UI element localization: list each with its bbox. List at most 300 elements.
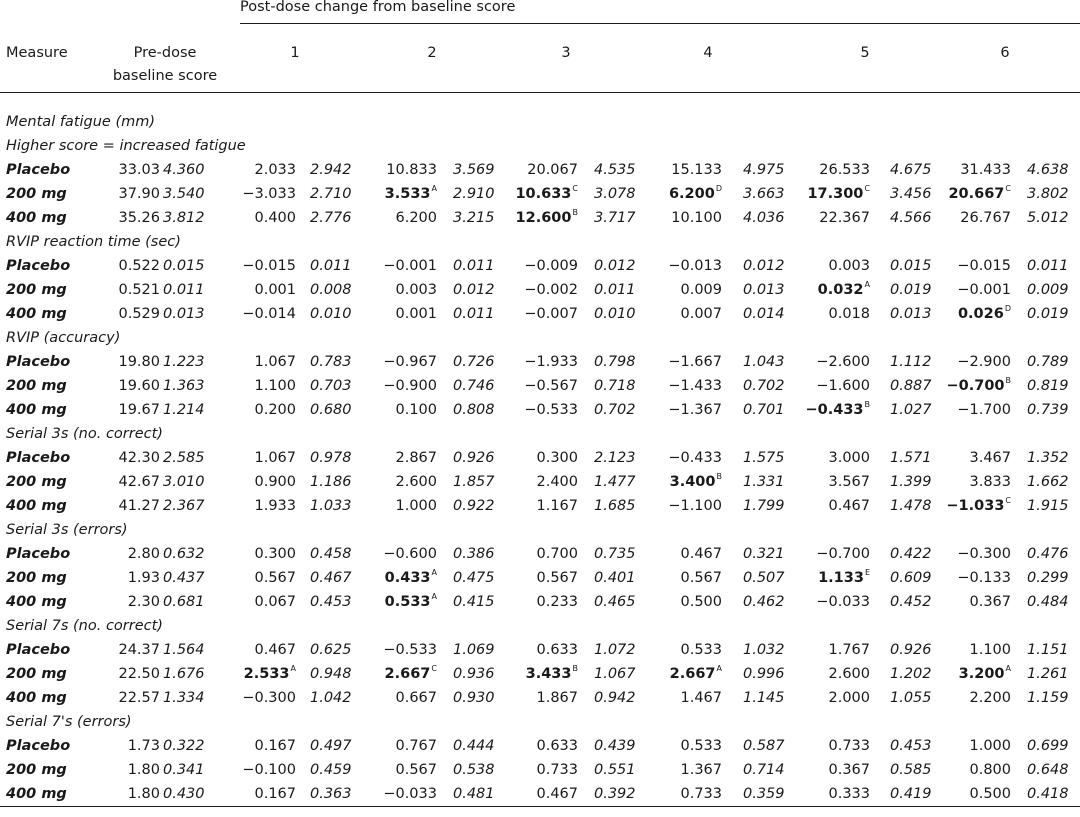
- change-mean: [969, 739, 1011, 754]
- row-label: 400 mg: [6, 402, 67, 418]
- change-se: 0.019: [890, 282, 932, 298]
- change-mean: [828, 787, 870, 802]
- measure-heading: Measure: [6, 45, 68, 61]
- change-se: 3.663: [743, 186, 785, 202]
- change-se: 0.497: [310, 738, 352, 754]
- change-mean-value: −0.133: [957, 570, 1011, 586]
- change-mean-value: 0.467: [828, 498, 870, 514]
- change-se: 0.702: [594, 402, 636, 418]
- change-mean-value: −1.667: [668, 354, 722, 370]
- change-mean-value: −1.700: [957, 402, 1011, 418]
- change-se: 0.012: [594, 258, 636, 274]
- change-se: 1.067: [594, 666, 636, 682]
- change-mean-value: 0.633: [536, 738, 578, 754]
- baseline-mean: 0.521: [118, 282, 160, 298]
- change-mean-value: 0.001: [254, 282, 296, 298]
- change-se: 0.746: [453, 378, 495, 394]
- change-mean: [254, 787, 296, 802]
- baseline-se: 0.430: [163, 786, 205, 802]
- change-mean-value: 6.200: [395, 210, 437, 226]
- section-title: Serial 7's (errors): [6, 714, 132, 730]
- change-se: 0.476: [1027, 546, 1069, 562]
- change-se: 0.415: [453, 594, 495, 610]
- change-mean: [386, 163, 437, 178]
- change-mean: [524, 307, 578, 322]
- change-mean: [828, 691, 870, 706]
- change-mean: [536, 643, 578, 658]
- change-se: 1.027: [890, 402, 932, 418]
- row-label: 400 mg: [6, 690, 67, 706]
- change-mean-value: 20.667: [948, 186, 1005, 202]
- baseline-heading-line2: baseline score: [112, 68, 218, 84]
- change-mean-value: −1.433: [668, 378, 722, 394]
- change-mean: [680, 307, 722, 322]
- spanner-rule: [240, 23, 1080, 24]
- change-se: 0.321: [743, 546, 785, 562]
- change-mean-value: 0.001: [395, 306, 437, 322]
- change-mean: [957, 355, 1011, 370]
- change-mean-value: 0.767: [395, 738, 437, 754]
- section-title: RVIP (accuracy): [6, 330, 121, 346]
- change-mean-value: −1.100: [668, 498, 722, 514]
- change-mean-value: 3.433: [525, 666, 572, 682]
- dose-heading: 1: [290, 45, 300, 61]
- change-mean-value: 26.767: [960, 210, 1011, 226]
- change-mean-value: 1.767: [828, 642, 870, 658]
- change-mean: [957, 304, 1011, 322]
- change-mean: [536, 691, 578, 706]
- change-mean-value: 2.667: [669, 666, 716, 682]
- change-se: 1.575: [743, 450, 785, 466]
- change-se: 1.685: [594, 498, 636, 514]
- change-mean-value: 0.700: [536, 546, 578, 562]
- change-se: 0.418: [1027, 786, 1069, 802]
- change-mean: [383, 355, 437, 370]
- change-se: 1.261: [1027, 666, 1069, 682]
- change-mean: [669, 664, 722, 682]
- change-mean-value: −0.300: [957, 546, 1011, 562]
- change-mean-value: −0.433: [668, 450, 722, 466]
- change-mean-value: −1.033: [946, 498, 1005, 514]
- change-mean: [383, 787, 437, 802]
- change-mean-value: 2.400: [536, 474, 578, 490]
- change-mean: [254, 643, 296, 658]
- change-se: 0.019: [1027, 306, 1069, 322]
- significance-marker: C: [864, 184, 870, 194]
- change-se: 0.422: [890, 546, 932, 562]
- change-mean: [828, 307, 870, 322]
- change-mean-value: 31.433: [960, 162, 1011, 178]
- change-se: 0.010: [310, 306, 352, 322]
- change-mean: [515, 184, 578, 202]
- change-mean-value: 0.300: [536, 450, 578, 466]
- dose-heading: 6: [1000, 45, 1010, 61]
- change-se: 0.609: [890, 570, 932, 586]
- change-mean: [395, 307, 437, 322]
- significance-marker: B: [864, 400, 870, 410]
- change-se: 1.032: [743, 642, 785, 658]
- baseline-mean: 1.80: [127, 786, 160, 802]
- change-mean-value: −0.600: [383, 546, 437, 562]
- change-mean-value: 3.467: [969, 450, 1011, 466]
- change-mean: [527, 163, 578, 178]
- row-label: Placebo: [6, 354, 71, 370]
- spanner-heading: Post-dose change from baseline score: [240, 0, 516, 15]
- change-mean: [668, 403, 722, 418]
- row-label: Placebo: [6, 162, 71, 178]
- change-mean: [816, 595, 870, 610]
- change-se: 0.648: [1027, 762, 1069, 778]
- bottom-rule: [0, 806, 1080, 807]
- change-se: 1.571: [890, 450, 932, 466]
- change-mean: [254, 403, 296, 418]
- change-mean: [254, 571, 296, 586]
- change-mean: [524, 403, 578, 418]
- baseline-se: 0.322: [163, 738, 205, 754]
- change-mean-value: −0.567: [524, 378, 578, 394]
- change-se: 0.458: [310, 546, 352, 562]
- change-se: 0.887: [890, 378, 932, 394]
- change-mean: [680, 763, 722, 778]
- change-mean: [969, 763, 1011, 778]
- baseline-mean: 0.522: [118, 258, 160, 274]
- change-mean-value: 1.067: [254, 450, 296, 466]
- change-mean-value: −1.367: [668, 402, 722, 418]
- section-title: Mental fatigue (mm): [6, 114, 156, 130]
- baseline-se: 1.214: [163, 402, 205, 418]
- change-mean-value: 1.167: [536, 498, 578, 514]
- change-mean: [536, 451, 578, 466]
- change-se: 5.012: [1027, 210, 1069, 226]
- baseline-mean: 24.37: [118, 642, 160, 658]
- change-mean-value: 1.000: [969, 738, 1011, 754]
- change-mean: [668, 259, 722, 274]
- change-se: 1.799: [743, 498, 785, 514]
- change-mean: [807, 184, 870, 202]
- change-mean: [395, 451, 437, 466]
- change-mean: [242, 691, 296, 706]
- change-se: 0.726: [453, 354, 495, 370]
- change-mean-value: 0.567: [536, 570, 578, 586]
- change-se: 0.010: [594, 306, 636, 322]
- baseline-se: 0.437: [163, 570, 205, 586]
- change-mean: [242, 187, 296, 202]
- change-se: 0.585: [890, 762, 932, 778]
- change-mean-value: −0.007: [524, 306, 578, 322]
- change-se: 1.112: [890, 354, 932, 370]
- change-mean: [383, 259, 437, 274]
- change-se: 4.675: [890, 162, 932, 178]
- change-mean-value: −0.100: [242, 762, 296, 778]
- change-mean-value: 0.567: [680, 570, 722, 586]
- change-mean: [383, 643, 437, 658]
- change-se: 0.459: [310, 762, 352, 778]
- change-se: 0.015: [890, 258, 932, 274]
- change-mean: [524, 259, 578, 274]
- baseline-mean: 22.57: [118, 690, 160, 706]
- change-mean: [680, 643, 722, 658]
- change-se: 0.819: [1027, 378, 1069, 394]
- baseline-se: 0.011: [163, 282, 205, 298]
- change-mean-value: −0.300: [242, 690, 296, 706]
- change-mean: [828, 451, 870, 466]
- change-mean-value: 3.533: [384, 186, 431, 202]
- change-se: 0.453: [890, 738, 932, 754]
- change-mean-value: 26.533: [819, 162, 870, 178]
- baseline-mean: 2.30: [127, 594, 160, 610]
- baseline-se: 1.363: [163, 378, 205, 394]
- change-se: 0.701: [743, 402, 785, 418]
- baseline-se: 4.360: [163, 162, 205, 178]
- change-mean-value: 0.467: [680, 546, 722, 562]
- change-se: 0.008: [310, 282, 352, 298]
- change-mean: [969, 451, 1011, 466]
- change-mean-value: −0.033: [383, 786, 437, 802]
- significance-marker: C: [1005, 184, 1011, 194]
- row-label: Placebo: [6, 738, 71, 754]
- change-se: 0.538: [453, 762, 495, 778]
- change-mean: [536, 739, 578, 754]
- baseline-mean: 42.30: [118, 450, 160, 466]
- change-se: 1.352: [1027, 450, 1069, 466]
- dose-heading: 3: [561, 45, 571, 61]
- change-mean: [536, 595, 578, 610]
- row-label: 200 mg: [6, 378, 67, 394]
- change-mean-value: 0.067: [254, 594, 296, 610]
- change-mean-value: 0.533: [680, 642, 722, 658]
- change-se: 0.922: [453, 498, 495, 514]
- change-mean: [969, 691, 1011, 706]
- change-se: 0.011: [1027, 258, 1069, 274]
- change-se: 0.475: [453, 570, 495, 586]
- change-se: 1.202: [890, 666, 932, 682]
- change-se: 0.978: [310, 450, 352, 466]
- change-mean: [828, 763, 870, 778]
- significance-marker: A: [431, 568, 437, 578]
- change-se: 0.625: [310, 642, 352, 658]
- change-mean-value: 1.133: [818, 570, 864, 586]
- change-se: 0.739: [1027, 402, 1069, 418]
- change-se: 3.456: [890, 186, 932, 202]
- change-mean: [668, 499, 722, 514]
- change-se: 1.151: [1027, 642, 1069, 658]
- change-se: 0.551: [594, 762, 636, 778]
- change-mean-value: −0.015: [957, 258, 1011, 274]
- change-mean: [828, 667, 870, 682]
- change-mean-value: 10.833: [386, 162, 437, 178]
- change-mean: [254, 475, 296, 490]
- change-mean-value: −0.700: [946, 378, 1005, 394]
- baseline-mean: 19.60: [118, 378, 160, 394]
- change-se: 0.798: [594, 354, 636, 370]
- change-mean: [828, 739, 870, 754]
- change-se: 0.484: [1027, 594, 1069, 610]
- change-se: 0.012: [743, 258, 785, 274]
- change-se: 0.011: [453, 258, 495, 274]
- change-mean: [828, 499, 870, 514]
- change-mean: [254, 283, 296, 298]
- baseline-se: 0.015: [163, 258, 205, 274]
- change-mean: [383, 547, 437, 562]
- change-se: 4.566: [890, 210, 932, 226]
- change-mean-value: −0.002: [524, 282, 578, 298]
- change-mean-value: −2.900: [957, 354, 1011, 370]
- section-title: Serial 3s (no. correct): [6, 426, 163, 442]
- change-se: 0.419: [890, 786, 932, 802]
- change-mean: [816, 355, 870, 370]
- change-mean: [536, 475, 578, 490]
- change-mean: [680, 571, 722, 586]
- change-mean-value: 0.533: [680, 738, 722, 754]
- change-mean: [536, 547, 578, 562]
- change-mean-value: −1.600: [816, 378, 870, 394]
- baseline-se: 1.334: [163, 690, 205, 706]
- change-se: 2.123: [594, 450, 636, 466]
- change-mean: [668, 379, 722, 394]
- significance-marker: B: [572, 208, 578, 218]
- change-mean-value: 0.167: [254, 786, 296, 802]
- change-se: 0.444: [453, 738, 495, 754]
- change-mean-value: −2.600: [816, 354, 870, 370]
- change-se: 4.535: [594, 162, 636, 178]
- change-se: 1.042: [310, 690, 352, 706]
- significance-marker: A: [1005, 664, 1011, 674]
- change-mean-value: −3.033: [242, 186, 296, 202]
- change-mean-value: 0.467: [254, 642, 296, 658]
- change-mean: [242, 259, 296, 274]
- change-se: 0.453: [310, 594, 352, 610]
- change-mean: [536, 787, 578, 802]
- change-se: 3.717: [594, 210, 636, 226]
- change-mean: [957, 571, 1011, 586]
- change-mean-value: 0.800: [969, 762, 1011, 778]
- change-mean-value: 0.733: [828, 738, 870, 754]
- change-mean: [680, 283, 722, 298]
- change-mean-value: 1.100: [969, 642, 1011, 658]
- change-se: 3.215: [453, 210, 495, 226]
- row-label: 400 mg: [6, 306, 67, 322]
- change-mean: [680, 595, 722, 610]
- row-label: 200 mg: [6, 282, 67, 298]
- baseline-mean: 19.80: [118, 354, 160, 370]
- row-label: Placebo: [6, 546, 71, 562]
- baseline-mean: 19.67: [118, 402, 160, 418]
- change-se: 0.467: [310, 570, 352, 586]
- dose-heading: 4: [703, 45, 713, 61]
- change-mean: [958, 664, 1011, 682]
- baseline-mean: 42.67: [118, 474, 160, 490]
- change-mean-value: 2.667: [384, 666, 431, 682]
- baseline-se: 0.341: [163, 762, 205, 778]
- change-mean-value: 0.533: [384, 594, 431, 610]
- change-se: 3.802: [1027, 186, 1069, 202]
- row-label: 400 mg: [6, 786, 67, 802]
- change-se: 0.936: [453, 666, 495, 682]
- change-mean-value: 0.500: [969, 786, 1011, 802]
- change-mean-value: 2.600: [828, 666, 870, 682]
- baseline-mean: 35.26: [118, 210, 160, 226]
- change-se: 1.915: [1027, 498, 1069, 514]
- change-se: 0.011: [594, 282, 636, 298]
- change-mean-value: 0.026: [957, 306, 1004, 322]
- change-mean-value: −0.001: [957, 282, 1011, 298]
- change-mean-value: 2.867: [395, 450, 437, 466]
- section-title: RVIP reaction time (sec): [6, 234, 181, 250]
- change-mean: [969, 643, 1011, 658]
- change-mean-value: 0.003: [828, 258, 870, 274]
- baseline-heading-line1: Pre-dose: [133, 45, 197, 61]
- change-se: 4.638: [1027, 162, 1069, 178]
- change-mean-value: 1.367: [680, 762, 722, 778]
- change-mean-value: −0.014: [242, 306, 296, 322]
- row-label: 400 mg: [6, 594, 67, 610]
- change-se: 0.948: [310, 666, 352, 682]
- change-mean: [680, 739, 722, 754]
- significance-marker: A: [431, 184, 437, 194]
- baseline-se: 1.564: [163, 642, 205, 658]
- change-mean-value: −0.013: [668, 258, 722, 274]
- change-mean: [383, 379, 437, 394]
- change-se: 0.359: [743, 786, 785, 802]
- change-se: 0.680: [310, 402, 352, 418]
- change-mean-value: 10.100: [671, 210, 722, 226]
- change-mean: [395, 691, 437, 706]
- change-mean: [525, 664, 578, 682]
- significance-marker: A: [716, 664, 722, 674]
- change-mean: [816, 547, 870, 562]
- change-mean: [828, 643, 870, 658]
- change-se: 4.036: [743, 210, 785, 226]
- change-mean-value: 22.367: [819, 210, 870, 226]
- change-se: 2.910: [453, 186, 495, 202]
- change-mean: [668, 184, 722, 202]
- section-subtitle: Higher score = increased fatigue: [6, 138, 246, 154]
- change-mean: [960, 211, 1011, 226]
- significance-marker: A: [290, 664, 296, 674]
- row-label: 200 mg: [6, 570, 67, 586]
- change-mean-value: 2.600: [395, 474, 437, 490]
- significance-marker: A: [864, 280, 870, 290]
- change-mean-value: 0.567: [254, 570, 296, 586]
- change-mean: [384, 664, 437, 682]
- change-mean-value: 1.000: [395, 498, 437, 514]
- change-se: 0.481: [453, 786, 495, 802]
- change-mean: [536, 763, 578, 778]
- change-mean: [819, 211, 870, 226]
- change-mean: [536, 499, 578, 514]
- change-se: 1.477: [594, 474, 636, 490]
- change-mean-value: 3.400: [669, 474, 716, 490]
- change-se: 0.735: [594, 546, 636, 562]
- change-mean-value: −0.433: [805, 402, 864, 418]
- change-se: 0.942: [594, 690, 636, 706]
- change-mean-value: 3.833: [969, 474, 1011, 490]
- change-se: 0.703: [310, 378, 352, 394]
- change-mean-value: 0.003: [395, 282, 437, 298]
- change-mean: [969, 595, 1011, 610]
- change-mean-value: 3.567: [828, 474, 870, 490]
- baseline-mean: 1.93: [127, 570, 160, 586]
- change-mean-value: 0.100: [395, 402, 437, 418]
- change-se: 1.159: [1027, 690, 1069, 706]
- change-mean-value: 1.100: [254, 378, 296, 394]
- change-se: 0.401: [594, 570, 636, 586]
- change-mean: [242, 763, 296, 778]
- row-label: 200 mg: [6, 762, 67, 778]
- change-mean: [671, 163, 722, 178]
- change-mean: [805, 400, 870, 418]
- change-mean-value: 0.367: [969, 594, 1011, 610]
